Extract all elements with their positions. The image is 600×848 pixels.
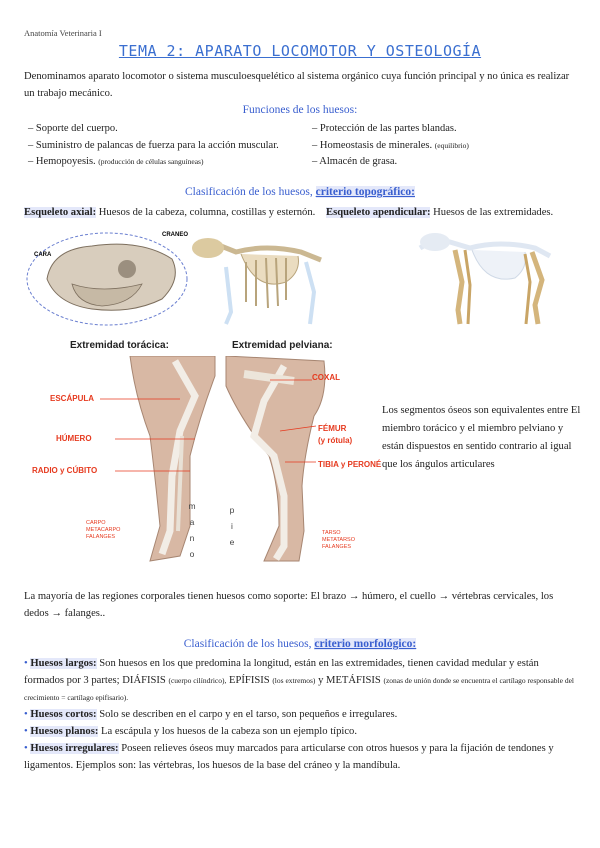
label-rotula: (y rótula) <box>318 436 353 445</box>
apendicular-line: Esqueleto apendicular: Huesos de las extremidades. <box>326 207 554 218</box>
skull-label-craneo: CRANEO <box>162 232 189 238</box>
axial-label: Esqueleto axial: <box>24 207 97 218</box>
pie-vertical: p i e <box>229 505 235 547</box>
mano-vertical: m a n o <box>188 501 196 559</box>
list-item: • Huesos cortos: Solo se describen en el carpo y en el tarso, son pequeños e irregulares. <box>24 709 398 720</box>
skull-label-cara: CARA <box>34 252 52 258</box>
funcion-item: – Suministro de palancas de fuerza para la acción muscular. <box>28 139 279 151</box>
funcion-item: – Almacén de grasa. <box>312 156 398 167</box>
list-item: • Huesos irregulares: Poseen relieves óseos muy marcados para articularse con otros huesos y para la fijación de tendones y ligamentos. Ejemplos son: las vértebras, los huesos de la base del cráneo y la mandíbula. <box>24 743 554 771</box>
funciones-left-list <box>28 121 318 171</box>
morfologico-heading: Clasificación de los huesos, criterio morfológico: <box>183 638 417 650</box>
label-tarso-group: TARSO METATARSO FALANGES <box>322 530 355 550</box>
segmentos-text: Los segmentos óseos son equivalentes entre El miembro torácico y el miembro pelviano y están dispuestos en sentido contrario al igual que los ángulos articulares <box>382 405 581 470</box>
toracica-heading: Extremidad torácica: <box>70 340 169 351</box>
pelviana-heading: Extremidad pelviana: <box>232 340 333 351</box>
huesos-irregulares-label: Huesos irregulares: <box>30 743 119 754</box>
axial-line: Esqueleto axial: Huesos de la cabeza, columna, costillas y esternón. <box>24 207 316 218</box>
huesos-cortos-label: Huesos cortos: <box>30 709 97 720</box>
funcion-note: (producción de células sanguíneas) <box>98 157 204 166</box>
label-carpo-group: CARPO METACARPO FALANGES <box>86 520 121 540</box>
label-escapula: ESCÁPULA <box>50 394 95 403</box>
page-header: Anatomía Veterinaria I <box>24 28 102 38</box>
huesos-largos-label: Huesos largos: <box>30 658 97 669</box>
funcion-item: – Homeostasis de minerales. (equilibrio) <box>312 139 469 151</box>
huesos-planos-label: Huesos planos: <box>30 726 99 737</box>
thoracic-pointer-lines <box>90 395 200 475</box>
label-femur: FÉMUR <box>318 424 347 433</box>
apendicular-label: Esqueleto apendicular: <box>326 207 431 218</box>
axial-skeleton-illustration <box>186 222 336 327</box>
label-coxal: COXAL <box>312 373 340 382</box>
funciones-right-list <box>312 121 582 171</box>
list-item: • Huesos planos: La escápula y los huesos de la cabeza son un ejemplo típico. <box>24 726 357 737</box>
funcion-note: (equilibrio) <box>434 140 469 150</box>
topografico-heading: Clasificación de los huesos, criterio topográfico: <box>185 186 415 198</box>
label-humero: HÚMERO <box>56 434 92 443</box>
skull-illustration <box>22 224 192 334</box>
pelvic-pointer-lines <box>260 376 320 466</box>
soporte-paragraph: La mayoría de las regiones corporales tienen huesos como soporte: El brazo → húmero, el cuello → vértebras cervicales, los dedos → falanges.. <box>24 591 554 619</box>
appendicular-skeleton-illustration <box>410 220 560 330</box>
morfologico-list <box>24 655 580 774</box>
intro-paragraph: Denominamos aparato locomotor o sistema musculoesquelético al sistema orgánico cuya función principal y no única es realizar un trabajo mecánico. <box>24 71 570 99</box>
label-tibia-perone: TIBIA y PERONÉ <box>318 460 382 469</box>
funciones-heading: Funciones de los huesos: <box>242 104 358 116</box>
funcion-item: – Soporte del cuerpo. <box>28 123 118 134</box>
funcion-item: – Protección de las partes blandas. <box>312 123 457 134</box>
list-item: • Huesos largos: Son huesos en los que predomina la longitud, están en las extremidades, tienen cavidad medular y están formados por 3 partes; DIÁFISIS (cuerpo cilíndrico), EPÍFISIS (los extremos) y METÁFISIS (zonas de unión donde se encuentra el cartílago responsable del crecimiento = cartílago epifisario). <box>24 658 575 702</box>
page-title: TEMA 2: APARATO LOCOMOTOR Y OSTEOLOGÍA <box>118 42 482 60</box>
label-radio-cubito: RADIO y CÚBITO <box>32 466 98 475</box>
funcion-item: – Hemopoyesis. (producción de células sanguíneas) <box>28 156 204 167</box>
